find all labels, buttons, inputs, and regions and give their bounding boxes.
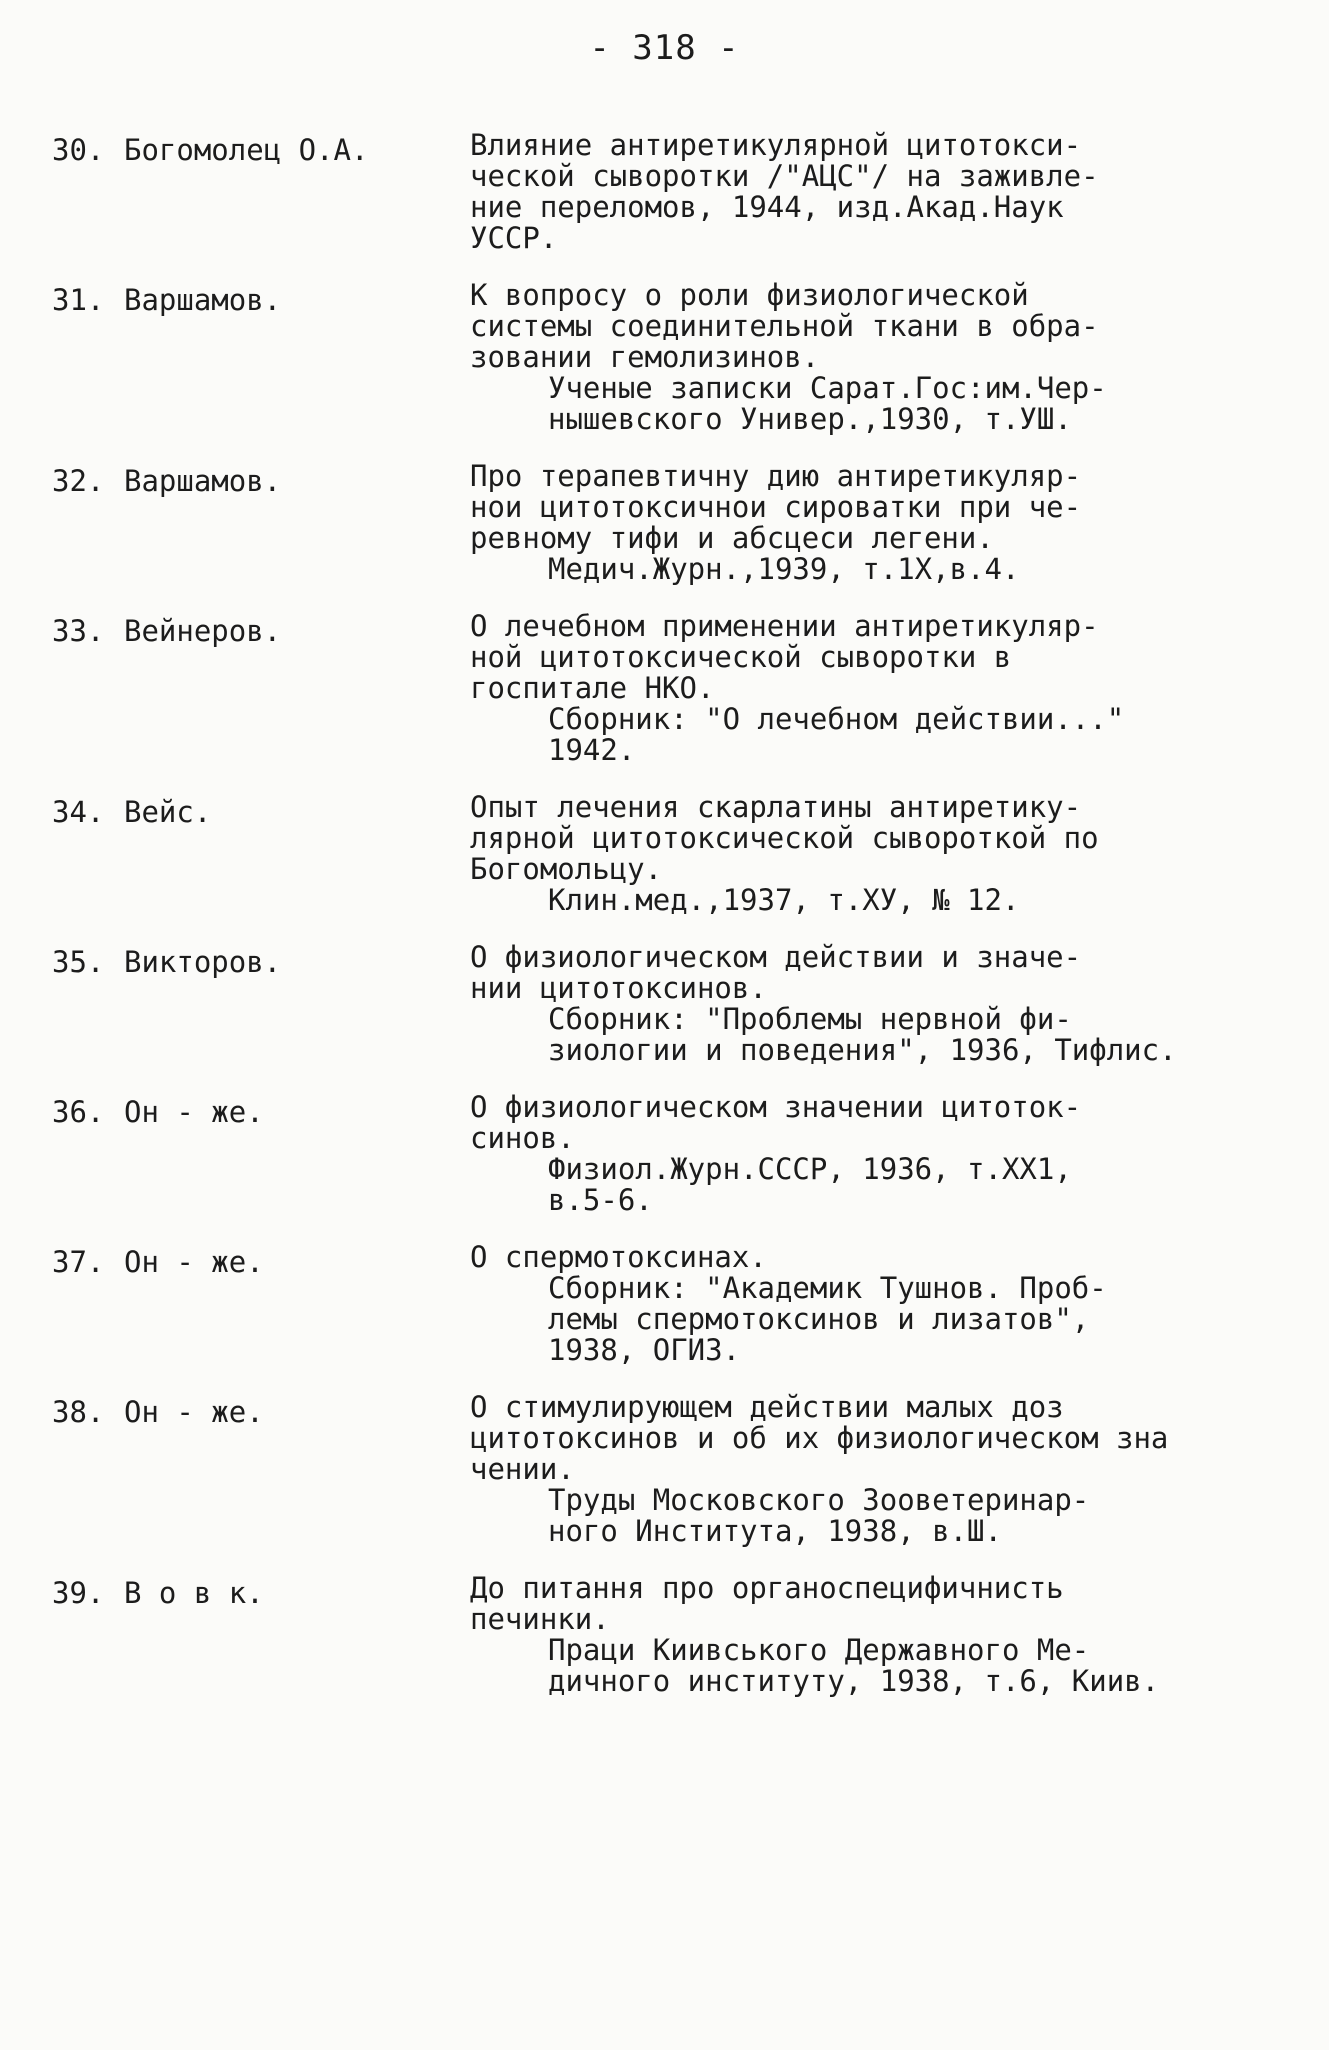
- entry-number: 33.: [52, 614, 105, 648]
- entry-author: Варшамов.: [124, 464, 282, 498]
- entry-author: Вейс.: [124, 795, 212, 829]
- entry-body: [470, 1092, 1290, 1216]
- entry-body: [470, 1242, 1290, 1366]
- entry-title: Влияние антиретикулярной цитотокси- ческой сыворотки /"АЦС"/ на заживле- ние переломов, 1944, изд.Акад.Наук УССР.: [470, 128, 1099, 255]
- entry-body: [470, 611, 1290, 766]
- page-number: - 318 -: [589, 28, 740, 68]
- entry-author-cell: [52, 134, 452, 166]
- entry-author-cell: [52, 1577, 452, 1609]
- bibliography-entry: [0, 792, 1329, 916]
- entry-author: Варшамов.: [124, 283, 282, 317]
- entry-number: 35.: [52, 945, 105, 979]
- entry-author-cell: [52, 1096, 452, 1128]
- entry-author: Он - же.: [124, 1095, 264, 1129]
- entry-source: Сборник: "Академик Тушнов. Проб- лемы спермотоксинов и лизатов", 1938, ОГИЗ.: [548, 1271, 1107, 1367]
- entry-author: Он - же.: [124, 1245, 264, 1279]
- entry-body: [470, 792, 1290, 916]
- bibliography-entry: [0, 611, 1329, 766]
- entry-title: К вопросу о роли физиологической системы соединительной ткани в обра- зовании гемолизинов.: [470, 278, 1099, 374]
- entry-number: 30.: [52, 133, 105, 167]
- entry-title: О спермотоксинах.: [470, 1240, 767, 1274]
- entry-author: Вейнеров.: [124, 614, 282, 648]
- bibliography-entry: [0, 461, 1329, 585]
- entry-number: 32.: [52, 464, 105, 498]
- entry-source: Физиол.Журн.СССР, 1936, т.ХХ1, в.5-6.: [548, 1152, 1072, 1217]
- bibliography-entry: [0, 1242, 1329, 1366]
- entry-number: 31.: [52, 283, 105, 317]
- entry-source: Ученые записки Сарат.Гос:им.Чер- нышевского Универ.,1930, т.УШ.: [548, 371, 1107, 436]
- entry-author: Викторов.: [124, 945, 282, 979]
- entry-body: [470, 461, 1290, 585]
- entry-number: 37.: [52, 1245, 105, 1279]
- entry-title: Опыт лечения скарлатины антиретику- лярной цитотоксической сывороткой по Богомольцу.: [470, 790, 1099, 886]
- entry-author-cell: [52, 1396, 452, 1428]
- bibliography-entry: [0, 1573, 1329, 1697]
- entry-author: В о в к.: [124, 1576, 264, 1610]
- bibliography-entry: [0, 280, 1329, 435]
- entry-title: До питання про органоспецифичнисть печинки.: [470, 1571, 1064, 1636]
- entry-author: Богомолец О.А.: [124, 133, 369, 167]
- entry-number: 36.: [52, 1095, 105, 1129]
- entry-title: О физиологическом значении цитоток- синов.: [470, 1090, 1082, 1155]
- entry-body: [470, 942, 1290, 1066]
- entry-author-cell: [52, 796, 452, 828]
- entry-title: О физиологическом действии и значе- нии цитотоксинов.: [470, 940, 1082, 1005]
- entry-author-cell: [52, 946, 452, 978]
- bibliography-entry: [0, 942, 1329, 1066]
- entry-body: [470, 1573, 1290, 1697]
- bibliography-entry: [0, 1392, 1329, 1547]
- entry-body: [470, 1392, 1290, 1547]
- entry-title: О стимулирующем действии малых доз цитотоксинов и об их физиологическом зна чении.: [470, 1390, 1169, 1486]
- entry-source: Клин.мед.,1937, т.ХУ, № 12.: [548, 883, 1020, 917]
- entry-source: Медич.Журн.,1939, т.1Х,в.4.: [548, 552, 1020, 586]
- bibliography-entry: [0, 1092, 1329, 1216]
- entry-source: Сборник: "О лечебном действии..." 1942.: [548, 702, 1125, 767]
- entry-title: Про терапевтичну дию антиретикуляр- нои цитотоксичнои сироватки при че- ревному тифи и абсцеси легени.: [470, 459, 1082, 555]
- entry-body: [470, 130, 1290, 254]
- entry-source: Труды Московского Зооветеринар- ного Института, 1938, в.Ш.: [548, 1483, 1090, 1548]
- entry-author-cell: [52, 284, 452, 316]
- entry-author-cell: [52, 615, 452, 647]
- entry-number: 34.: [52, 795, 105, 829]
- entry-number: 38.: [52, 1395, 105, 1429]
- entry-body: [470, 280, 1290, 435]
- bibliography-list: [0, 130, 1329, 1723]
- entry-number: 39.: [52, 1576, 105, 1610]
- entry-source: Праци Киивського Державного Ме- дичного институту, 1938, т.6, Киив.: [548, 1633, 1160, 1698]
- entry-author-cell: [52, 1246, 452, 1278]
- bibliography-entry: [0, 130, 1329, 254]
- entry-author-cell: [52, 465, 452, 497]
- entry-source: Сборник: "Проблемы нервной фи- зиологии и поведения", 1936, Тифлис.: [548, 1002, 1177, 1067]
- entry-title: О лечебном применении антиретикуляр- ной цитотоксической сыворотки в госпитале НКО.: [470, 609, 1099, 705]
- entry-author: Он - же.: [124, 1395, 264, 1429]
